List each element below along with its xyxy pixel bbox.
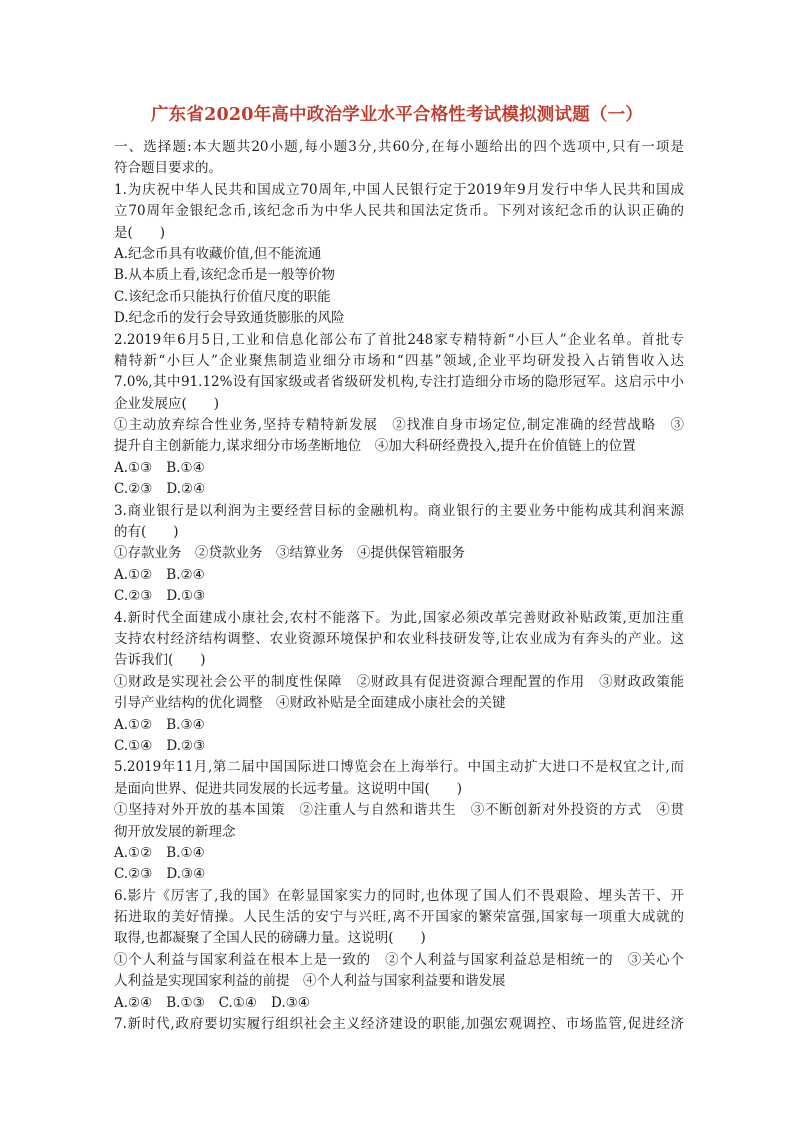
question-5 <box>114 757 684 885</box>
question-stem-line: 是( ) <box>114 224 166 241</box>
answer-choice-b: B.从本质上看,该纪念币是一般等价物 <box>114 267 336 284</box>
option-c: C.②③ <box>114 866 153 883</box>
question-stem-line: 告诉我们( ) <box>114 652 206 669</box>
question-stem-line: 是面向世界、促进共同发展的长远考量。这说明中国( ) <box>114 780 463 797</box>
option-a: A.①② <box>114 716 153 733</box>
question-stem-line: 5.2019年11月,第二届中国国际进口博览会在上海举行。中国主动扩大进口不是权宜之计,而 <box>114 759 684 776</box>
option-a: A.②④ <box>114 994 153 1011</box>
intro-line: 符合题目要求的。 <box>114 160 222 177</box>
option-c: C.②③ <box>114 588 153 605</box>
question-1 <box>114 180 684 330</box>
option-d: D.①③ <box>166 588 206 605</box>
statement-line: ①主动放弃综合性业务,坚持专精特新发展 ②找准自身市场定位,制定准确的经营战略 ③ <box>114 417 684 434</box>
question-stem-line: 7.新时代,政府要切实履行组织社会主义经济建设的职能,加强宏观调控、市场监管,促进经济 <box>114 1016 684 1033</box>
option-d: D.③④ <box>271 994 310 1011</box>
answer-choice-d: D.纪念币的发行会导致通货膨胀的风险 <box>114 310 345 327</box>
question-3 <box>114 501 684 608</box>
option-row <box>114 843 684 864</box>
option-a: A.①② <box>114 844 153 861</box>
question-stem-line: 企业发展应( ) <box>114 395 220 412</box>
question-stem-line: 拓进取的美好情操。人民生活的安宁与兴旺,离不开国家的繁荣富强,国家每一项重大成就的 <box>114 909 684 926</box>
question-stem-line: 2.2019年6月5日,工业和信息化部公布了首批248家专精特新“小巨人”企业名单。首批专 <box>114 331 684 348</box>
question-6 <box>114 886 684 1014</box>
option-row <box>114 864 684 885</box>
question-stem-line: 立70周年金银纪念币,该纪念币为中华人民共和国法定货币。下列对该纪念币的认识正确的 <box>114 203 684 220</box>
option-d: D.②④ <box>166 481 206 498</box>
option-b: B.③④ <box>166 716 205 733</box>
question-stem-line: 的有( ) <box>114 524 179 541</box>
statement-line: ①个人利益与国家利益在根本上是一致的 ②个人利益与国家利益总是相统一的 ③关心个 <box>114 951 684 968</box>
option-b: B.①④ <box>166 459 205 476</box>
option-d: D.②③ <box>166 737 206 754</box>
statement-line: 引导产业结构的优化调整 ④财政补贴是全面建成小康社会的关键 <box>114 695 506 712</box>
question-4 <box>114 608 684 758</box>
question-stem-line: 取得,也都凝聚了全国人民的磅礴力量。这说明( ) <box>114 930 426 947</box>
answer-choice-a: A.纪念币具有收藏价值,但不能流通 <box>114 245 322 262</box>
question-stem-line: 6.影片《厉害了,我的国》在彰显国家实力的同时,也体现了国人们不畏艰险、埋头苦干、开 <box>114 887 684 904</box>
option-row <box>114 565 684 586</box>
question-7 <box>114 1014 684 1035</box>
question-stem-line: 1.为庆祝中华人民共和国成立70周年,中国人民银行定于2019年9月发行中华人民共和国成 <box>114 181 684 198</box>
question-stem-line: 7.0%,其中91.12%设有国家级或者省级研发机构,专注打造细分市场的隐形冠军。这启示中小 <box>114 374 684 391</box>
question-stem-line: 3.商业银行是以利润为主要经营目标的金融机构。商业银行的主要业务中能构成其利润来源 <box>114 502 684 519</box>
exam-title: 广东省2020年高中政治学业水平合格性考试模拟测试题（一） <box>150 105 643 125</box>
statement-line: 提升自主创新能力,谋求细分市场垄断地位 ④加大科研经费投入,提升在价值链上的位置 <box>114 438 636 455</box>
question-2 <box>114 330 684 501</box>
option-b: B.②④ <box>166 566 205 583</box>
option-b: B.①③ <box>166 994 205 1011</box>
option-row <box>114 586 684 607</box>
option-b: B.①④ <box>166 844 205 861</box>
option-row <box>114 736 684 757</box>
intro-line: 一、选择题:本大题共20小题,每小题3分,共60分,在每小题给出的四个选项中,只有一项是 <box>114 139 684 155</box>
answer-choice-c: C.该纪念币只能执行价值尺度的职能 <box>114 288 331 305</box>
option-row <box>114 715 684 736</box>
option-a: A.①③ <box>114 459 153 476</box>
option-row <box>114 993 684 1014</box>
statement-line: ①财政是实现社会公平的制度性保障 ②财政具有促进资源合理配置的作用 ③财政政策能 <box>114 673 684 690</box>
option-row <box>114 479 684 500</box>
question-stem-line: 支持农村经济结构调整、农业资源环境保护和农业科技研发等,让农业成为有奔头的产业。这 <box>114 630 684 647</box>
option-d: D.③④ <box>166 866 206 883</box>
statement-line: 彻开放发展的新理念 <box>114 823 236 840</box>
option-row <box>114 458 684 479</box>
question-stem-line: 精特新“小巨人”企业聚焦制造业细分市场和“四基”领域,企业平均研发投入占销售收入达 <box>114 352 684 369</box>
statement-line: 人利益是实现国家利益的前提 ④个人利益与国家利益要和谐发展 <box>114 973 506 990</box>
statement-line: ①坚持对外开放的基本国策 ②注重人与自然和谐共生 ③不断创新对外投资的方式 ④贯 <box>114 802 684 819</box>
exam-content <box>114 137 684 1035</box>
statement-line: ①存款业务 ②贷款业务 ③结算业务 ④提供保管箱服务 <box>114 545 465 562</box>
question-stem-line: 4.新时代全面建成小康社会,农村不能落下。为此,国家必须改革完善财政补贴政策,更加注重 <box>114 609 684 626</box>
option-c: C.①④ <box>218 994 258 1011</box>
option-c: C.②③ <box>114 481 153 498</box>
option-c: C.①④ <box>114 737 153 754</box>
option-a: A.①② <box>114 566 153 583</box>
